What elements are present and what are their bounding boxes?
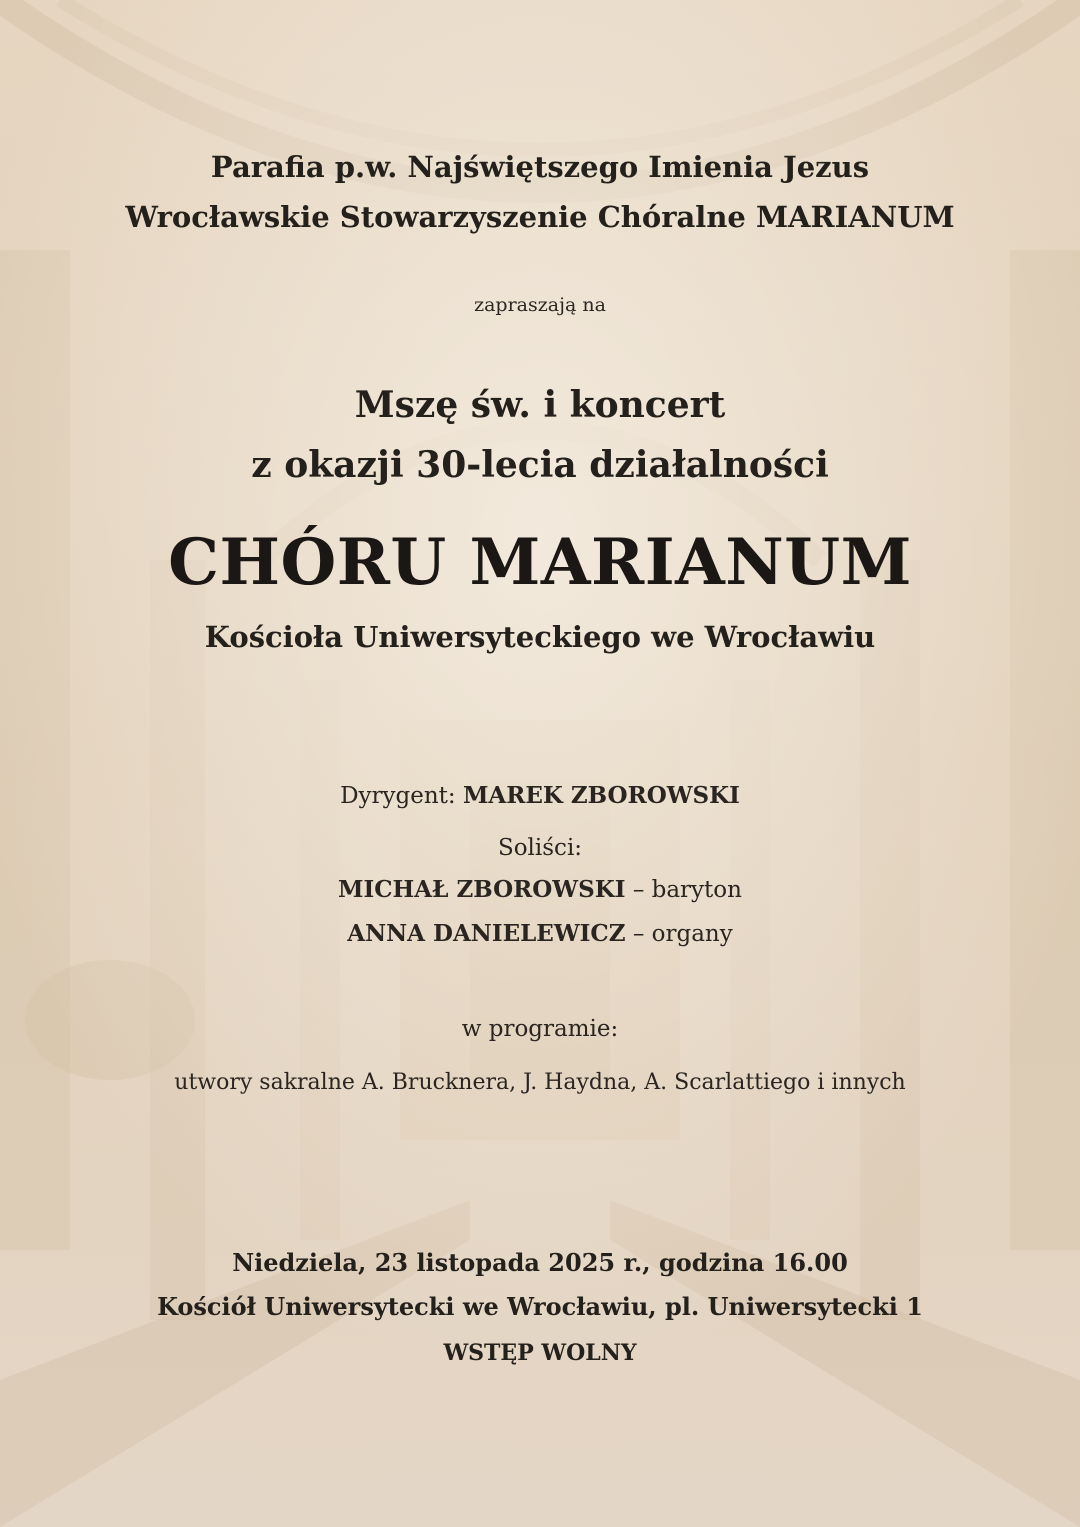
program-label: w programie:	[461, 1016, 619, 1042]
conductor-line	[40, 782, 1040, 809]
event-place: Kościół Uniwersytecki we Wrocławiu, pl. Uniwersytecki 1	[157, 1292, 923, 1321]
organizer-parish: Parafia p.w. Najświętszego Imienia Jezus	[210, 150, 870, 184]
soloist-row	[40, 920, 1040, 947]
admission-free: WSTĘP WOLNY	[443, 1340, 637, 1366]
soloist-name: ANNA DANIELEWICZ	[347, 920, 626, 947]
soloists-label: Soliści:	[497, 835, 583, 861]
conductor-label: Dyrygent:	[340, 783, 456, 809]
program-works: utwory sakralne A. Brucknera, J. Haydna, A. Scarlattiego i innych	[174, 1070, 906, 1095]
choir-name: CHÓRU MARIANUM	[168, 525, 912, 600]
church-name: Kościoła Uniwersyteckiego we Wrocławiu	[204, 620, 876, 654]
invite-text: zapraszają na	[474, 294, 606, 316]
title-line-1: Mszę św. i koncert	[354, 384, 726, 426]
organizer-choral-society: Wrocławskie Stowarzyszenie Chóralne MARIANUM	[125, 200, 955, 234]
event-datetime: Niedzielа, 23 listopada 2025 r., godzina 16.00	[232, 1248, 848, 1277]
title-line-2: z okazji 30-lecia działalności	[251, 444, 829, 486]
soloist-name: MICHAŁ ZBOROWSKI	[338, 876, 626, 903]
soloist-role: – baryton	[632, 877, 742, 903]
soloist-row	[40, 876, 1040, 903]
soloist-role: – organy	[632, 921, 733, 947]
conductor-name: MAREK ZBOROWSKI	[462, 782, 740, 809]
